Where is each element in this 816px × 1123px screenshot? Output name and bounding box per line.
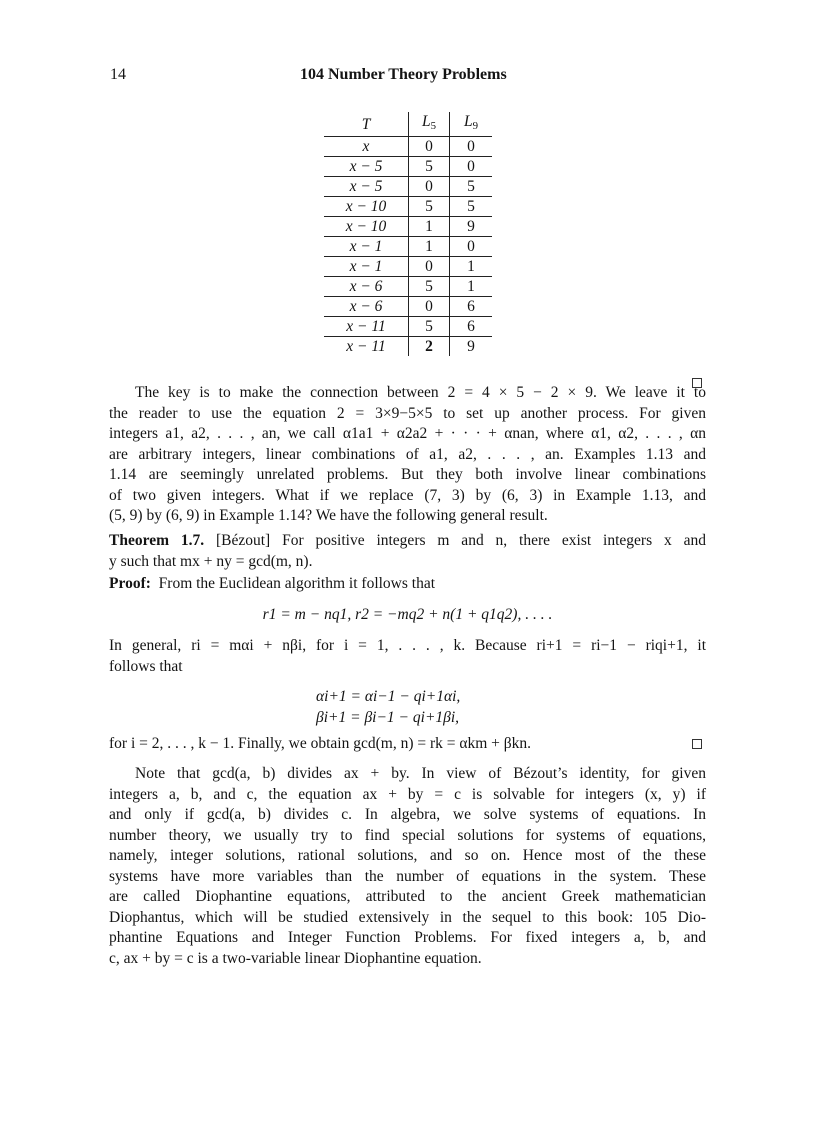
text-line: 1.14 are seemingly unrelated problems. But they both involve linear combinations bbox=[109, 466, 706, 483]
theorem-block bbox=[109, 531, 706, 572]
table-row bbox=[324, 217, 492, 237]
paragraph-general bbox=[109, 636, 706, 677]
text-line: integers a1, a2, . . . , an, we call α1a1 + α2a2 + · · · + αnan, where α1, α2, . . . , αn bbox=[109, 425, 706, 442]
table-row bbox=[324, 137, 492, 157]
cell: 1 bbox=[450, 257, 493, 277]
equation-2 bbox=[316, 687, 616, 728]
text-line: of two given integers. What if we replace (7, 3) by (6, 3) in Example 1.13, and bbox=[109, 486, 706, 504]
cell: 6 bbox=[450, 317, 493, 337]
final-line: for i = 2, . . . , k − 1. Finally, we obtain gcd(m, n) = rk = αkm + βkn. bbox=[109, 735, 532, 752]
text-line: phantine Equations and Integer Function Problems. For fixed integers a, b, and bbox=[109, 929, 706, 946]
proof-line bbox=[109, 574, 706, 595]
text-line: integers a, b, and c, the equation ax + by = c is solvable for integers (x, y) if bbox=[109, 785, 706, 803]
text-line: are called Diophantine equations, attributed to the ancient Greek mathematician bbox=[109, 888, 706, 905]
cell: x − 6 bbox=[324, 297, 409, 317]
cell: x − 5 bbox=[324, 177, 409, 197]
cell: x − 6 bbox=[324, 277, 409, 297]
cell: 0 bbox=[450, 237, 493, 257]
table-row bbox=[324, 297, 492, 317]
cell: x bbox=[324, 137, 409, 157]
text-line: the reader to use the equation 2 = 3×9−5×5 to set up another process. For given bbox=[109, 404, 706, 422]
text-line: namely, integer solutions, rational solutions, and so on. Hence most of the these bbox=[109, 847, 706, 864]
theorem-text: [Bézout] For positive integers m and n, there exist integers x and bbox=[215, 532, 706, 549]
table-row bbox=[324, 337, 492, 357]
proof-text: From the Euclidean algorithm it follows that bbox=[158, 575, 436, 592]
qed-square-icon bbox=[692, 739, 702, 749]
page-number: 14 bbox=[110, 66, 126, 83]
cell: 5 bbox=[450, 197, 493, 217]
cell: 5 bbox=[409, 277, 450, 297]
col-header-l9: $L_9$ bbox=[450, 112, 493, 137]
cell: x − 1 bbox=[324, 257, 409, 277]
cell: 5 bbox=[409, 317, 450, 337]
cell: 0 bbox=[450, 137, 493, 157]
cell: 0 bbox=[409, 137, 450, 157]
cell: 9 bbox=[467, 338, 475, 355]
text-line: follows that bbox=[109, 657, 183, 675]
cell: 1 bbox=[409, 237, 450, 257]
theorem-label: Theorem 1.7. bbox=[109, 532, 205, 549]
theorem-line bbox=[109, 531, 706, 552]
cell: x − 11 bbox=[324, 317, 409, 337]
cell: x − 11 bbox=[324, 337, 409, 357]
cell: 5 bbox=[450, 177, 493, 197]
table-row bbox=[324, 257, 492, 277]
table-row bbox=[324, 237, 492, 257]
text-line: and only if gcd(a, b) divides c. In algebra, we solve systems of equations. In bbox=[109, 806, 706, 823]
text-line: are arbitrary integers, linear combinations of a1, a2, . . . , an. Examples 1.13 and bbox=[109, 445, 706, 463]
equation-1: r1 = m − nq1, r2 = −mq2 + n(1 + q1q2), . . . . bbox=[262, 606, 553, 623]
col-header-t: T bbox=[324, 112, 409, 137]
table-row bbox=[324, 177, 492, 197]
cell: 0 bbox=[409, 257, 450, 277]
cell: 0 bbox=[409, 297, 450, 317]
cell: 1 bbox=[409, 217, 450, 237]
table-row bbox=[324, 157, 492, 177]
table-row bbox=[324, 197, 492, 217]
text-line: Note that gcd(a, b) divides ax + by. In view of Bézout’s identity, for given bbox=[135, 765, 706, 782]
cell: 6 bbox=[450, 297, 493, 317]
paragraph-key bbox=[109, 383, 706, 527]
proof-label: Proof: bbox=[109, 575, 151, 592]
cell: x − 10 bbox=[324, 217, 409, 237]
text-line: The key is to make the connection between 2 = 4 × 5 − 2 × 9. We leave it to bbox=[135, 384, 706, 401]
cell: x − 1 bbox=[324, 237, 409, 257]
text-line: Diophantus, which will be studied extensively in the sequel to this book: 105 Dio- bbox=[109, 908, 706, 926]
table-row bbox=[324, 317, 492, 337]
text-line: (5, 9) by (6, 9) in Example 1.14? We have the following general result. bbox=[109, 507, 548, 524]
cell-highlight: 2 bbox=[409, 337, 450, 357]
cell: 9 bbox=[450, 217, 493, 237]
theorem-line-2: y such that mx + ny = gcd(m, n). bbox=[109, 552, 313, 570]
eq-line: αi+1 = αi−1 − qi+1αi, bbox=[316, 688, 461, 705]
table-row bbox=[324, 277, 492, 297]
value-table bbox=[324, 112, 492, 356]
cell: 0 bbox=[409, 177, 450, 197]
text-line: number theory, we usually try to find special solutions for systems of equations, bbox=[109, 826, 706, 844]
cell: 5 bbox=[409, 157, 450, 177]
text-line: In general, ri = mαi + nβi, for i = 1, . . . , k. Because ri+1 = ri−1 − riqi+1, it bbox=[109, 637, 706, 654]
paragraph-diophantine bbox=[109, 764, 706, 969]
cell: 0 bbox=[450, 157, 493, 177]
eq-line: βi+1 = βi−1 − qi+1βi, bbox=[316, 708, 460, 726]
table-header-row bbox=[324, 112, 492, 137]
page-header bbox=[110, 66, 706, 88]
col-header-l5: $L_5$ bbox=[409, 112, 450, 137]
cell: 1 bbox=[450, 277, 493, 297]
cell: x − 10 bbox=[324, 197, 409, 217]
cell: x − 5 bbox=[324, 157, 409, 177]
text-line: systems have more variables than the number of equations in the system. These bbox=[109, 867, 706, 885]
running-title: 104 Number Theory Problems bbox=[300, 66, 507, 83]
cell: 5 bbox=[409, 197, 450, 217]
text-line: c, ax + by = c is a two-variable linear Diophantine equation. bbox=[109, 949, 482, 967]
